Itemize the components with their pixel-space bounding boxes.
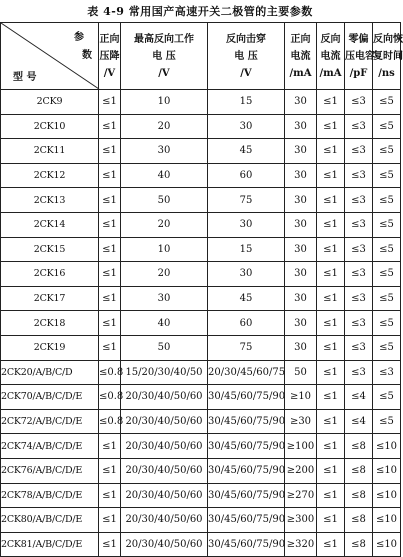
table-row xyxy=(1,385,401,410)
corner-label-param-a: 参 xyxy=(74,32,84,43)
cell-reverse-current: ≤1 xyxy=(317,139,345,164)
cell-reverse-current: ≤1 xyxy=(317,262,345,287)
table-row xyxy=(1,532,401,557)
cell-model: 2CK16 xyxy=(1,262,99,287)
table-body xyxy=(1,90,401,557)
cell-recovery-time: ≤5 xyxy=(373,409,401,434)
cell-model: 2CK19 xyxy=(1,335,99,360)
cell-breakdown-voltage: 15 xyxy=(208,237,285,262)
cell-breakdown-voltage: 45 xyxy=(208,286,285,311)
cell-breakdown-voltage: 30/45/60/75/90 xyxy=(208,458,285,483)
table-row xyxy=(1,409,401,434)
table-row xyxy=(1,237,401,262)
cell-forward-voltage: ≤1 xyxy=(99,212,121,237)
cell-forward-current: 30 xyxy=(285,188,317,213)
cell-max-reverse-voltage: 20/30/40/50/60 xyxy=(121,483,208,508)
cell-recovery-time: ≤10 xyxy=(373,532,401,557)
cell-reverse-current: ≤1 xyxy=(317,237,345,262)
corner-label-param-b: 数 xyxy=(82,50,92,61)
table-row xyxy=(1,286,401,311)
corner-label-model: 型 号 xyxy=(13,72,37,83)
cell-recovery-time: ≤5 xyxy=(373,90,401,115)
cell-forward-current: ≥300 xyxy=(285,508,317,533)
table-row xyxy=(1,262,401,287)
cell-capacitance: ≤3 xyxy=(345,286,373,311)
cell-breakdown-voltage: 30/45/60/75/90 xyxy=(208,483,285,508)
cell-capacitance: ≤8 xyxy=(345,532,373,557)
cell-forward-current: 30 xyxy=(285,335,317,360)
cell-breakdown-voltage: 60 xyxy=(208,163,285,188)
cell-reverse-current: ≤1 xyxy=(317,90,345,115)
cell-recovery-time: ≤5 xyxy=(373,212,401,237)
cell-forward-voltage: ≤1 xyxy=(99,262,121,287)
cell-forward-voltage: ≤1 xyxy=(99,458,121,483)
table-title: 表 4-9 常用国产高速开关二极管的主要参数 xyxy=(87,5,313,18)
cell-max-reverse-voltage: 20/30/40/50/60 xyxy=(121,385,208,410)
cell-breakdown-voltage: 30 xyxy=(208,262,285,287)
cell-reverse-current: ≤1 xyxy=(317,212,345,237)
cell-max-reverse-voltage: 40 xyxy=(121,311,208,336)
cell-recovery-time: ≤5 xyxy=(373,237,401,262)
cell-recovery-time: ≤5 xyxy=(373,286,401,311)
cell-max-reverse-voltage: 50 xyxy=(121,188,208,213)
cell-capacitance: ≤3 xyxy=(345,90,373,115)
cell-reverse-current: ≤1 xyxy=(317,163,345,188)
cell-forward-current: 30 xyxy=(285,237,317,262)
cell-forward-current: 50 xyxy=(285,360,317,385)
table-row xyxy=(1,163,401,188)
cell-model: 2CK78/A/B/C/D/E xyxy=(1,483,99,508)
cell-reverse-current: ≤1 xyxy=(317,114,345,139)
cell-forward-current: 30 xyxy=(285,286,317,311)
cell-breakdown-voltage: 30 xyxy=(208,212,285,237)
cell-breakdown-voltage: 20/30/45/60/75 xyxy=(208,360,285,385)
cell-model: 2CK80/A/B/C/D/E xyxy=(1,508,99,533)
cell-forward-voltage: ≤1 xyxy=(99,311,121,336)
header-reverse-recovery-time: 反向恢 复时间 /ns xyxy=(373,23,401,90)
cell-breakdown-voltage: 30/45/60/75/90 xyxy=(208,409,285,434)
cell-breakdown-voltage: 30/45/60/75/90 xyxy=(208,385,285,410)
cell-max-reverse-voltage: 20/30/40/50/60 xyxy=(121,409,208,434)
cell-reverse-current: ≤1 xyxy=(317,335,345,360)
cell-capacitance: ≤3 xyxy=(345,139,373,164)
cell-model: 2CK70/A/B/C/D/E xyxy=(1,385,99,410)
cell-forward-current: ≥200 xyxy=(285,458,317,483)
cell-max-reverse-voltage: 20/30/40/50/60 xyxy=(121,458,208,483)
table-row xyxy=(1,434,401,459)
cell-model: 2CK74/A/B/C/D/E xyxy=(1,434,99,459)
cell-forward-voltage: ≤0.8 xyxy=(99,385,121,410)
table-row xyxy=(1,335,401,360)
table-row xyxy=(1,360,401,385)
cell-breakdown-voltage: 75 xyxy=(208,188,285,213)
cell-recovery-time: ≤10 xyxy=(373,434,401,459)
header-row xyxy=(1,23,401,90)
cell-capacitance: ≤4 xyxy=(345,409,373,434)
cell-model: 2CK17 xyxy=(1,286,99,311)
cell-max-reverse-voltage: 30 xyxy=(121,286,208,311)
cell-capacitance: ≤3 xyxy=(345,163,373,188)
cell-capacitance: ≤8 xyxy=(345,458,373,483)
cell-forward-voltage: ≤1 xyxy=(99,532,121,557)
cell-max-reverse-voltage: 10 xyxy=(121,90,208,115)
cell-max-reverse-voltage: 15/20/30/40/50 xyxy=(121,360,208,385)
cell-forward-current: 30 xyxy=(285,114,317,139)
cell-capacitance: ≤3 xyxy=(345,188,373,213)
header-max-reverse-working-voltage: 最高反向工作 电 压 /V xyxy=(121,23,208,90)
table-row xyxy=(1,114,401,139)
cell-max-reverse-voltage: 30 xyxy=(121,139,208,164)
cell-forward-current: ≥320 xyxy=(285,532,317,557)
cell-recovery-time: ≤5 xyxy=(373,188,401,213)
header-reverse-breakdown-voltage: 反向击穿 电 压 /V xyxy=(208,23,285,90)
cell-max-reverse-voltage: 10 xyxy=(121,237,208,262)
cell-max-reverse-voltage: 20 xyxy=(121,114,208,139)
cell-forward-voltage: ≤1 xyxy=(99,508,121,533)
header-forward-voltage: 正向 压降 /V xyxy=(99,23,121,90)
cell-recovery-time: ≤5 xyxy=(373,311,401,336)
cell-forward-current: 30 xyxy=(285,139,317,164)
cell-model: 2CK20/A/B/C/D xyxy=(1,360,99,385)
cell-capacitance: ≤8 xyxy=(345,483,373,508)
cell-recovery-time: ≤10 xyxy=(373,458,401,483)
cell-model: 2CK14 xyxy=(1,212,99,237)
cell-forward-voltage: ≤0.8 xyxy=(99,360,121,385)
table-row xyxy=(1,212,401,237)
header-reverse-current: 反向 电流 /mA xyxy=(317,23,345,90)
cell-model: 2CK81/A/B/C/D/E xyxy=(1,532,99,557)
cell-forward-voltage: ≤1 xyxy=(99,114,121,139)
cell-reverse-current: ≤1 xyxy=(317,385,345,410)
header-zero-bias-capacitance: 零偏 压电容 /pF xyxy=(345,23,373,90)
cell-reverse-current: ≤1 xyxy=(317,508,345,533)
cell-capacitance: ≤3 xyxy=(345,311,373,336)
cell-reverse-current: ≤1 xyxy=(317,286,345,311)
cell-max-reverse-voltage: 40 xyxy=(121,163,208,188)
cell-forward-current: ≥270 xyxy=(285,483,317,508)
cell-forward-voltage: ≤1 xyxy=(99,188,121,213)
table-row xyxy=(1,458,401,483)
cell-breakdown-voltage: 45 xyxy=(208,139,285,164)
cell-capacitance: ≤3 xyxy=(345,114,373,139)
cell-max-reverse-voltage: 20/30/40/50/60 xyxy=(121,434,208,459)
table-row xyxy=(1,508,401,533)
cell-recovery-time: ≤5 xyxy=(373,139,401,164)
cell-max-reverse-voltage: 20/30/40/50/60 xyxy=(121,532,208,557)
cell-max-reverse-voltage: 20/30/40/50/60 xyxy=(121,508,208,533)
cell-forward-voltage: ≤0.8 xyxy=(99,409,121,434)
cell-capacitance: ≤8 xyxy=(345,508,373,533)
cell-forward-current: 30 xyxy=(285,163,317,188)
cell-recovery-time: ≤5 xyxy=(373,114,401,139)
cell-recovery-time: ≤5 xyxy=(373,262,401,287)
cell-forward-current: 30 xyxy=(285,311,317,336)
cell-model: 2CK15 xyxy=(1,237,99,262)
cell-forward-voltage: ≤1 xyxy=(99,434,121,459)
table-row xyxy=(1,483,401,508)
cell-model: 2CK76/A/B/C/D/E xyxy=(1,458,99,483)
cell-max-reverse-voltage: 20 xyxy=(121,262,208,287)
cell-model: 2CK9 xyxy=(1,90,99,115)
cell-forward-current: 30 xyxy=(285,262,317,287)
cell-forward-voltage: ≤1 xyxy=(99,163,121,188)
parameters-table xyxy=(0,22,401,557)
cell-capacitance: ≤4 xyxy=(345,385,373,410)
table-row xyxy=(1,188,401,213)
table-row xyxy=(1,139,401,164)
cell-forward-voltage: ≤1 xyxy=(99,483,121,508)
cell-forward-current: 30 xyxy=(285,212,317,237)
cell-reverse-current: ≤1 xyxy=(317,434,345,459)
cell-recovery-time: ≤3 xyxy=(373,360,401,385)
cell-max-reverse-voltage: 50 xyxy=(121,335,208,360)
cell-breakdown-voltage: 30/45/60/75/90 xyxy=(208,434,285,459)
cell-recovery-time: ≤10 xyxy=(373,508,401,533)
header-forward-current: 正向 电流 /mA xyxy=(285,23,317,90)
cell-model: 2CK72/A/B/C/D/E xyxy=(1,409,99,434)
cell-capacitance: ≤3 xyxy=(345,262,373,287)
cell-model: 2CK10 xyxy=(1,114,99,139)
cell-breakdown-voltage: 30 xyxy=(208,114,285,139)
cell-forward-voltage: ≤1 xyxy=(99,90,121,115)
cell-model: 2CK12 xyxy=(1,163,99,188)
cell-model: 2CK18 xyxy=(1,311,99,336)
cell-capacitance: ≤3 xyxy=(345,360,373,385)
cell-reverse-current: ≤1 xyxy=(317,409,345,434)
cell-breakdown-voltage: 60 xyxy=(208,311,285,336)
cell-reverse-current: ≤1 xyxy=(317,458,345,483)
table-row xyxy=(1,311,401,336)
cell-reverse-current: ≤1 xyxy=(317,360,345,385)
cell-max-reverse-voltage: 20 xyxy=(121,212,208,237)
cell-capacitance: ≤3 xyxy=(345,212,373,237)
cell-reverse-current: ≤1 xyxy=(317,532,345,557)
cell-forward-current: 30 xyxy=(285,90,317,115)
cell-forward-voltage: ≤1 xyxy=(99,335,121,360)
corner-header-cell xyxy=(1,23,99,90)
cell-recovery-time: ≤10 xyxy=(373,483,401,508)
cell-capacitance: ≤3 xyxy=(345,237,373,262)
cell-forward-voltage: ≤1 xyxy=(99,139,121,164)
cell-reverse-current: ≤1 xyxy=(317,483,345,508)
cell-reverse-current: ≤1 xyxy=(317,311,345,336)
cell-capacitance: ≤3 xyxy=(345,335,373,360)
cell-breakdown-voltage: 15 xyxy=(208,90,285,115)
cell-forward-current: ≥100 xyxy=(285,434,317,459)
cell-breakdown-voltage: 75 xyxy=(208,335,285,360)
cell-breakdown-voltage: 30/45/60/75/90 xyxy=(208,532,285,557)
cell-forward-voltage: ≤1 xyxy=(99,237,121,262)
cell-capacitance: ≤8 xyxy=(345,434,373,459)
cell-forward-voltage: ≤1 xyxy=(99,286,121,311)
cell-model: 2CK11 xyxy=(1,139,99,164)
cell-breakdown-voltage: 30/45/60/75/90 xyxy=(208,508,285,533)
cell-reverse-current: ≤1 xyxy=(317,188,345,213)
cell-recovery-time: ≤5 xyxy=(373,163,401,188)
cell-model: 2CK13 xyxy=(1,188,99,213)
cell-forward-current: ≥30 xyxy=(285,409,317,434)
cell-forward-current: ≥10 xyxy=(285,385,317,410)
cell-recovery-time: ≤5 xyxy=(373,385,401,410)
cell-recovery-time: ≤5 xyxy=(373,335,401,360)
table-row xyxy=(1,90,401,115)
